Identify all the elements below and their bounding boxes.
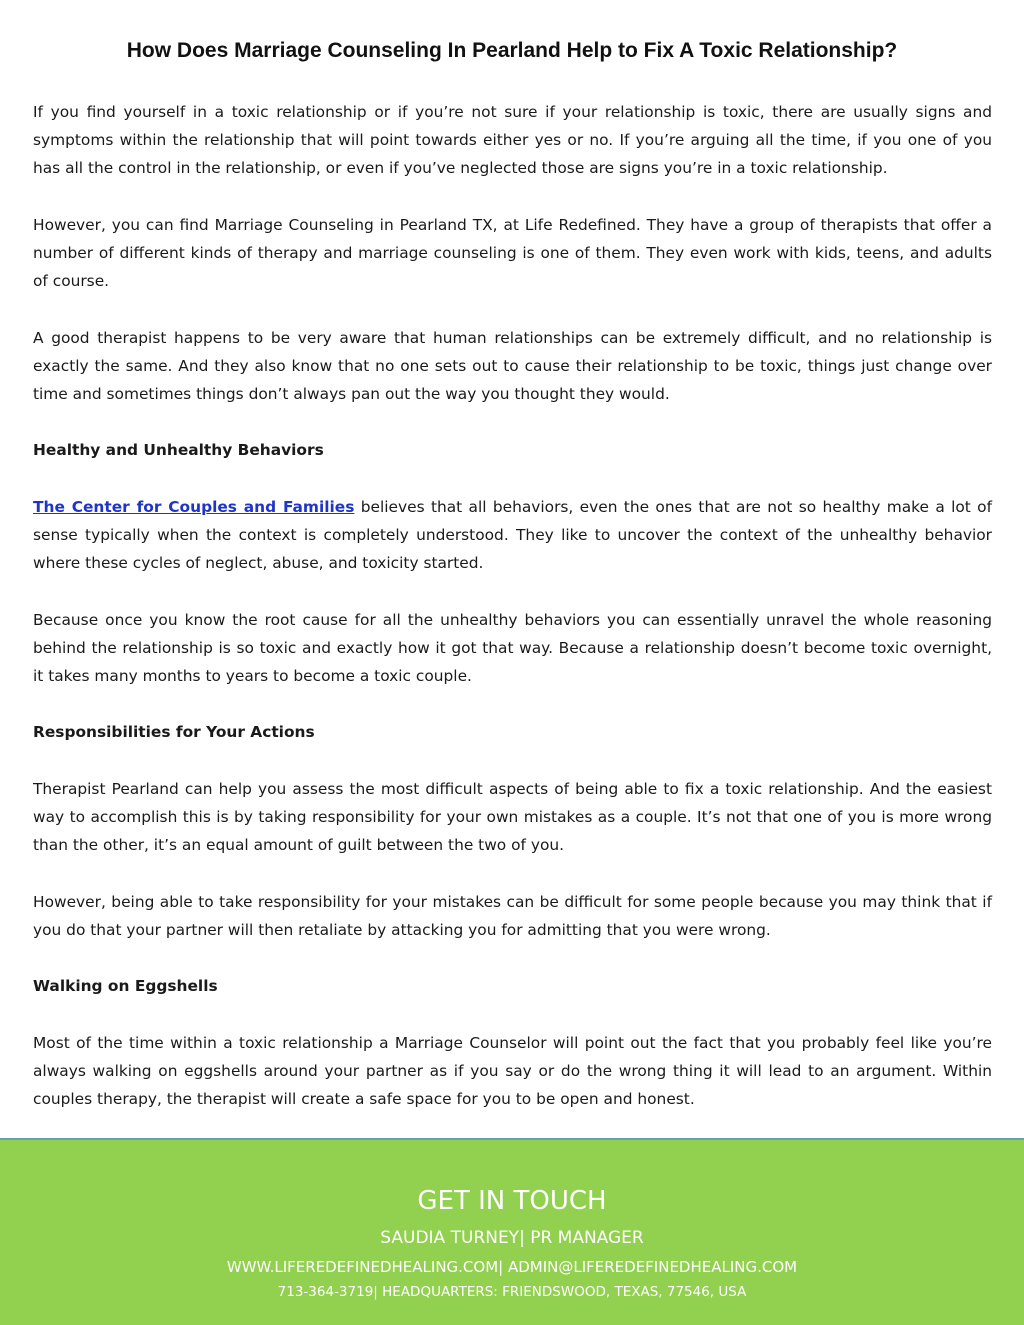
article-body — [33, 98, 992, 1141]
paragraph-eggshells: Most of the time within a toxic relationship a Marriage Counselor will point out the fact that you probably feel like you’re always walking on eggshells around your partner as if you say or do the wrong thing it will lead to an argument. Within couples therapy, the therapist will create a safe space for you to be open and honest. — [33, 1033, 992, 1108]
section-heading-responsibilities: Responsibilities for Your Actions — [33, 723, 315, 742]
paragraph-intro: If you find yourself in a toxic relationship or if you’re not sure if your relationship is toxic, there are usually signs and symptoms within the relationship that will point towards either yes or no. If you’re arguing all the time, if you one of you has all the control in the relationship, or even if you’ve neglected those are signs you’re in a toxic relationship. — [33, 103, 992, 178]
footer-website-email: WWW.LIFEREDEFINEDHEALING.COM| ADMIN@LIFEREDEFINEDHEALING.COM — [226, 1258, 798, 1276]
contact-footer — [0, 1140, 1024, 1325]
paragraph-take-responsibility: However, being able to take responsibility for your mistakes can be difficult for some people because you may think that if you do that your partner will then retaliate by attacking you for admitting that you were wrong. — [33, 892, 992, 939]
paragraph-life-redefined: However, you can find Marriage Counseling in Pearland TX, at Life Redefined. They have a group of therapists that offer a number of different kinds of therapy and marriage counseling is one of them. They even work with kids, teens, and adults of course. — [33, 215, 992, 291]
section-heading-eggshells: Walking on Eggshells — [33, 977, 218, 996]
footer-contact-name: SAUDIA TURNEY| PR MANAGER — [380, 1228, 644, 1248]
paragraph-center-couples-text: believes that all behaviors, even the ones that are not so healthy make a lot of sense typically when the context is completely understood. They like to uncover the context of the unhealthy behavior where these cycles of neglect, abuse, and toxicity started. — [33, 497, 992, 573]
page-title: How Does Marriage Counseling In Pearland Help to Fix A Toxic Relationship? — [126, 39, 898, 62]
center-for-couples-link[interactable]: The Center for Couples and Families — [33, 497, 355, 516]
paragraph-good-therapist: A good therapist happens to be very aware that human relationships can be extremely difficult, and no relationship is exactly the same. And they also know that no one sets out to cause their relationship to be toxic, things just change over time and sometimes things don’t always pan out the way you thought they would. — [33, 328, 992, 403]
paragraph-therapist-pearland: Therapist Pearland can help you assess the most difficult aspects of being able to fix a toxic relationship. And the easiest way to accomplish this is by taking responsibility for your own mistakes as a couple. It’s not that one of you is more wrong than the other, it’s an equal amount of guilt between the two of you. — [33, 779, 992, 855]
paragraph-center-couples — [33, 493, 992, 578]
footer-title: GET IN TOUCH — [417, 1186, 607, 1216]
section-heading-healthy-behaviors: Healthy and Unhealthy Behaviors — [33, 441, 324, 460]
footer-phone-address: 713-364-3719| HEADQUARTERS: FRIENDSWOOD, TEXAS, 77546, USA — [277, 1284, 747, 1300]
paragraph-root-cause: Because once you know the root cause for all the unhealthy behaviors you can essentially unravel the whole reasoning behind the relationship is so toxic and exactly how it got that way. Because a relationship doesn’t become toxic overnight, it takes many months to years to become a toxic couple. — [33, 610, 992, 685]
